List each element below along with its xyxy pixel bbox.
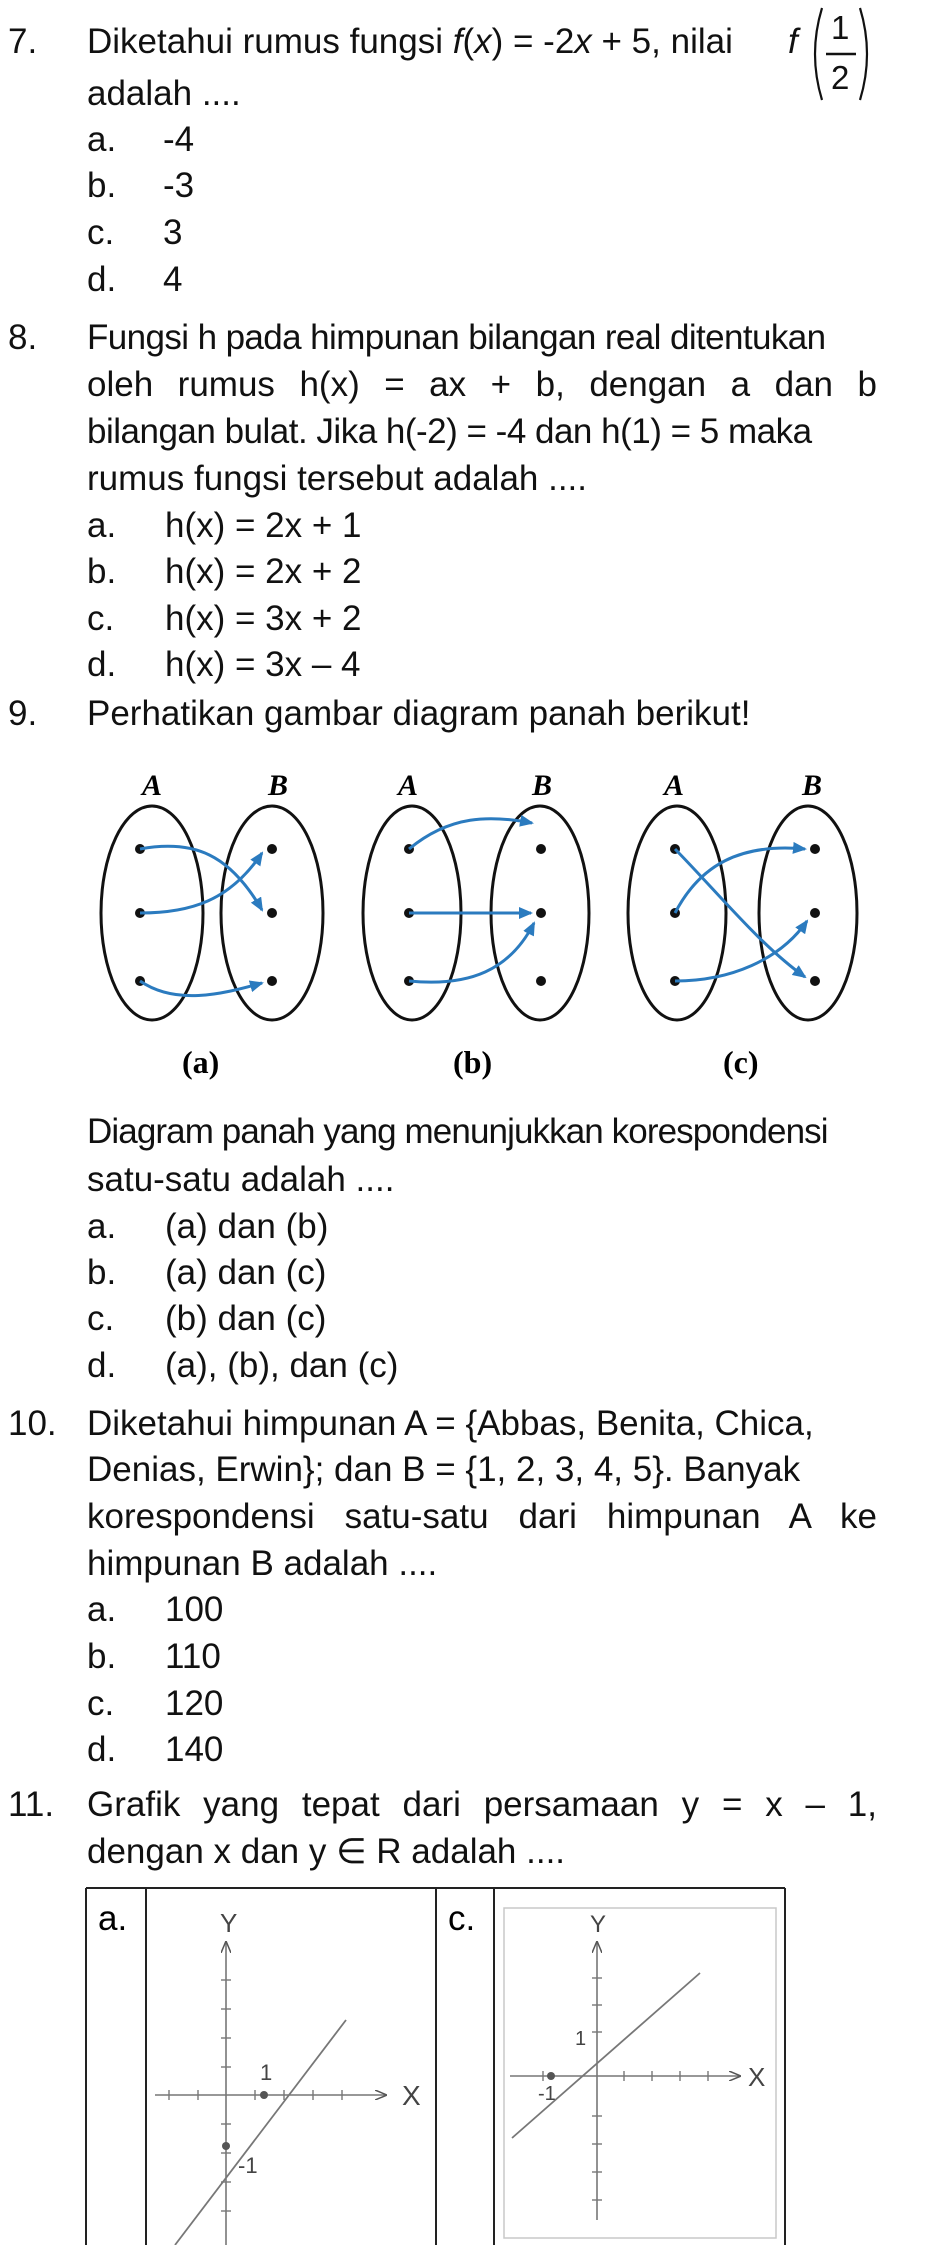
point [810,844,820,854]
question-stem-line4: himpunan B adalah .... [87,1544,438,1583]
question-stem-line3: korespondensi satu-satu dari himpunan A ke [87,1497,877,1536]
option-d[interactable]: h(x) = 3x – 4 [165,645,361,684]
point [267,908,277,918]
graph-options-figure [80,1880,800,2245]
option-c[interactable]: h(x) = 3x + 2 [165,599,362,638]
diagram-a [101,769,323,1080]
intercept-point [547,2072,555,2080]
option-letter: b. [87,552,117,591]
set-b-label: B [532,769,553,802]
question-stem-line3: bilangan bulat. Jika h(-2) = -4 dan h(1) = 5 maka [87,412,812,451]
set-a-label: A [664,769,685,802]
question-stem: Perhatikan gambar diagram panah berikut! [87,694,751,733]
label-minus-1: -1 [238,2153,258,2178]
point [536,844,546,854]
option-c[interactable]: 120 [165,1684,224,1723]
option-c[interactable]: 3 [163,213,183,252]
question-stem-line1: Diketahui himpunan A = {Abbas, Benita, Chica, [87,1404,814,1443]
option-b[interactable]: 110 [165,1637,221,1676]
question-stem-line1: Grafik yang tepat dari persamaan y = x – 1, [87,1785,877,1824]
question-stem-line1: Fungsi h pada himpunan bilangan real ditentukan [87,318,826,357]
arrow [675,849,805,977]
option-b[interactable]: h(x) = 2x + 2 [165,552,362,591]
label-1: 1 [260,2060,273,2085]
option-a[interactable]: h(x) = 2x + 1 [165,506,362,545]
option-letter: c. [87,599,115,638]
question-number: 8. [8,318,38,357]
option-b[interactable]: -3 [163,166,195,205]
arrow [675,921,807,981]
point [810,976,820,986]
option-letter: a. [87,1207,117,1246]
question-line2: satu-satu adalah .... [87,1160,395,1199]
option-letter: c. [87,1684,115,1723]
intercept-point [222,2142,230,2150]
function-line [512,1973,700,2138]
option-c[interactable]: (b) dan (c) [165,1299,327,1338]
option-a[interactable]: 100 [165,1590,224,1629]
option-b[interactable]: (a) dan (c) [165,1253,327,1292]
option-a[interactable]: -4 [163,120,195,159]
question-number: 11. [8,1785,55,1824]
option-a[interactable]: (a) dan (b) [165,1207,329,1246]
graph-frame [504,1908,776,2238]
option-letter: d. [87,1730,117,1769]
option-letter: a. [87,1590,117,1629]
point [267,844,277,854]
option-d[interactable]: (a), (b), dan (c) [165,1346,399,1385]
diagram-label: (a) [182,1044,220,1080]
point [536,908,546,918]
option-letter: d. [87,645,117,684]
point [536,976,546,986]
function-line [175,2020,346,2245]
option-letter: b. [87,166,117,205]
arrow [140,981,262,996]
option-d[interactable]: 4 [163,260,183,299]
set-a-label: A [142,769,163,802]
arrow [409,923,534,982]
graph-letter: a. [98,1899,128,1938]
arrow [675,848,805,913]
question-stem: Diketahui rumus fungsi f(x) = -2x + 5, nilai [87,22,733,61]
intercept-point [260,2091,268,2099]
point [267,976,277,986]
diagram-c [628,769,857,1080]
label-minus-1: -1 [538,2083,556,2105]
y-axis-label: Y [220,1908,238,1938]
diagram-label: (b) [453,1044,493,1080]
graph-letter: c. [448,1899,476,1938]
diagram-label: (c) [723,1044,759,1080]
set-b-label: B [802,769,823,802]
label-1: 1 [575,2028,587,2050]
option-letter: b. [87,1637,117,1676]
x-axis-label: X [402,2080,421,2111]
question-line1: Diagram panah yang menunjukkan korespondensi [87,1112,828,1151]
y-axis-label: Y [590,1911,607,1938]
question-stem-line2: oleh rumus h(x) = ax + b, dengan a dan b [87,365,877,404]
set-b-label: B [268,769,289,802]
set-a-label: A [398,769,419,802]
set-b-oval [759,806,857,1020]
question-stem-line4: rumus fungsi tersebut adalah .... [87,459,587,498]
question-stem-line2: dengan x dan y ∈ R adalah .... [87,1832,566,1871]
option-letter: d. [87,1346,117,1385]
option-d[interactable]: 140 [165,1730,224,1769]
question-stem-line2: adalah .... [87,74,241,113]
option-letter: a. [87,120,117,159]
option-letter: b. [87,1253,117,1292]
option-letter: c. [87,213,115,252]
arrow-diagrams-figure [80,755,880,1085]
question-number: 9. [8,694,38,733]
question-number: 7. [8,22,38,61]
point [810,908,820,918]
option-letter: c. [87,1299,115,1338]
option-letter: d. [87,260,117,299]
question-number: 10. [8,1404,57,1443]
x-axis-label: X [748,2062,766,2092]
graph-c [448,1899,776,2238]
option-letter: a. [87,506,117,545]
diagram-b [363,769,589,1080]
question-stem-line2: Denias, Erwin}; dan B = {1, 2, 3, 4, 5}. Banyak [87,1450,801,1489]
